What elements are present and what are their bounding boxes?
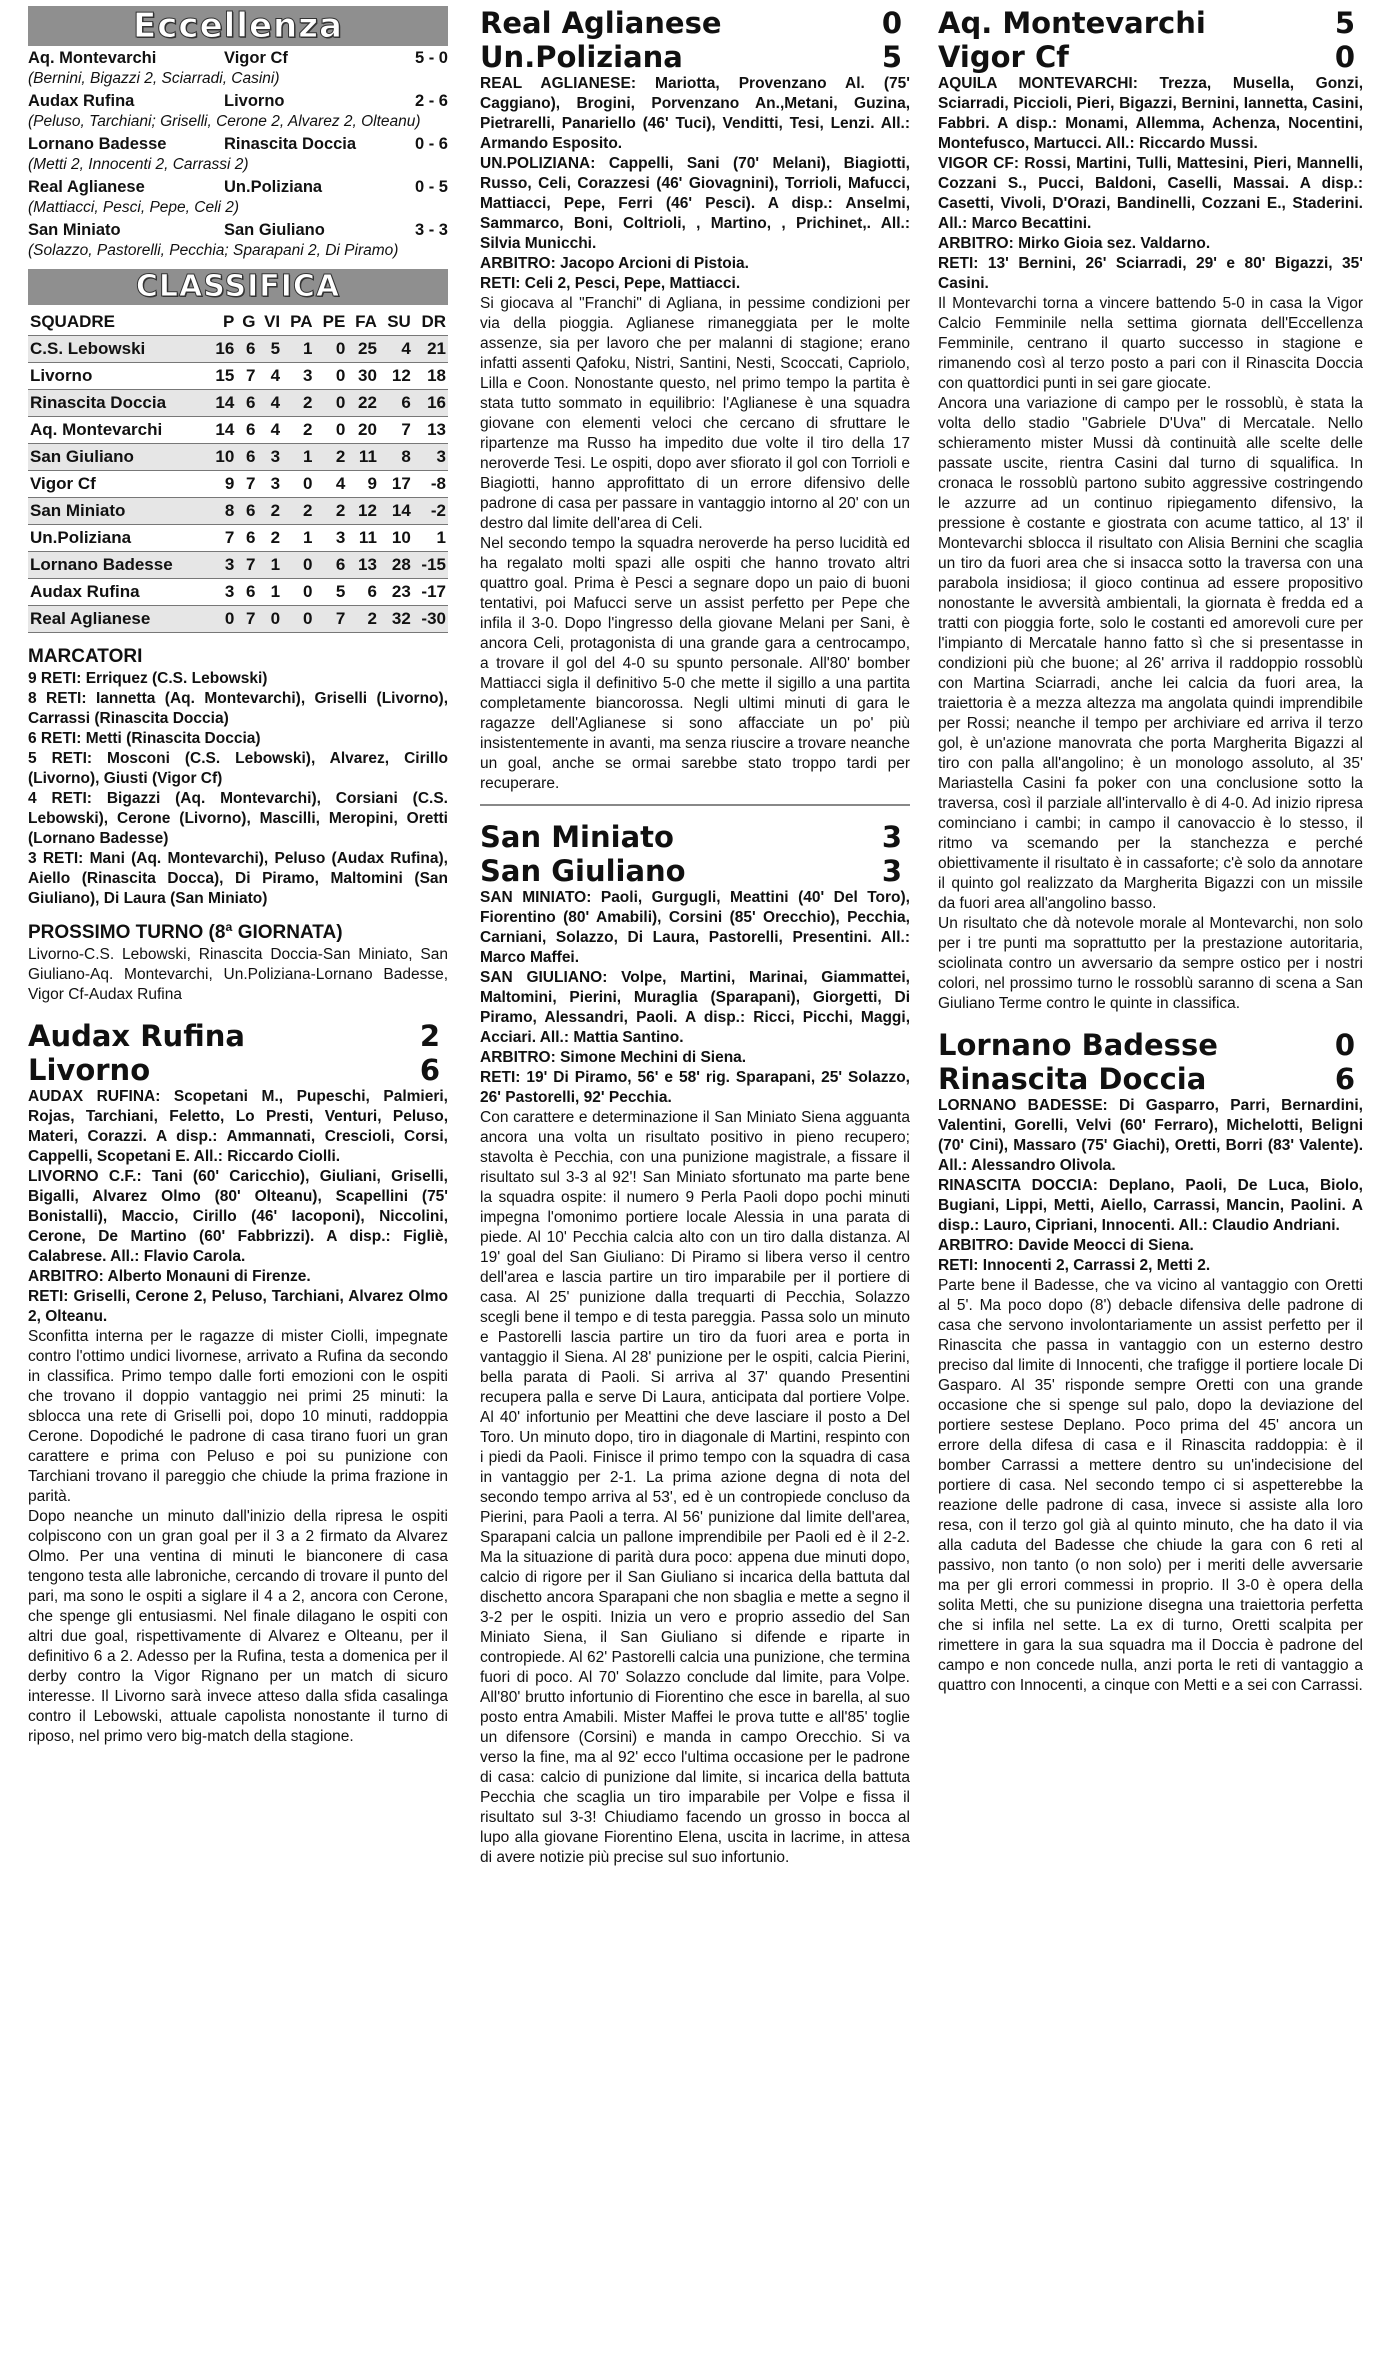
standings-cell: 0 bbox=[335, 366, 346, 385]
scorers-title: MARCATORI bbox=[28, 646, 143, 667]
standings-cell: 6 bbox=[246, 501, 256, 520]
standings-cell: 11 bbox=[358, 447, 377, 466]
result-away: Livorno bbox=[224, 92, 285, 110]
scorers-line: 8 RETI: Iannetta (Aq. Montevarchi), Griselli (Livorno), Carrassi (Rinascita Doccia) bbox=[28, 690, 448, 727]
match-report: Con carattere e determinazione il San Miniato Siena agguanta ancora una volta un risultato positivo in pieno recupero; stavolta è Pecchia, con una punizione magistrale, a fissare il risultato sul 3-3 al 92'! San Miniato sfortunato ma parte bene la squadra ospite: il numero 9 Perla Paoli dopo pochi minuti impegna l'omonimo portiere locale Alessia in una parata di piede. Al 10' Pecchia calcia alto con un tiro dalla distanza. Al 19' goal del San Giuliano: Di Piramo si libera verso il centro dell'area e lascia partire un tiro imparabile per il portiere di casa. Al 25' punizione dalla trequarti di Pecchia, Solazzo scegli bene il tempo e di testa pareggia. Passa solo un minuto e Pastorelli lascia partire un tiro da fuori area e porta in vantaggio il Siena. Al 28' punizione per le ospiti, calcia Pierini, bella parata di Paoli. Si arriva al 37' quando Presentini recupera palla e serve Di Laura, anticipata dal portiere Volpe. Al 40' infortunio per Meattini che deve lasciare il posto a Del Toro. Un minuto dopo, tiro in diagonale di Martini, respinto con i piedi da Paoli. Finisce il primo tempo con la squadra di casa in vantaggio per 2-1. La prima azione degna di nota del secondo tempo arriva al 53', ed è un contropiede concluso da Pierini, para Paoli a terra. Al 56' punizione dal limite dell'area, Sparapani calcia un pallone imprendibile per Paoli ed è il 2-2. Ma la situazione di parità dura poco: appena due minuti dopo, calcio di rigore per il San Giuliano si incarica della battuta dal dischetto ancora Sparapani che non sbaglia e mette a segno il 3-2 per le ospiti. Inizia un vero e proprio assedio del San Miniato Siena, il San Giuliano si difende e riparte in contropiede. Al 62' Pastorelli calcia una punizione, che termina fuori di poco. Al 70' Solazzo conclude dal limite, para Volpe. All'80' brutto infortunio di Fiorentino che esce in barella, al suo posto entra Amabili. Mister Maffei le prova tutte e all'85' toglie un difensore (Corsini) e manda in campo Orecchio. Si va verso la fine, ma al 92' ecco l'ultima occasione per le padrone di casa: calcio di punizione dal limite, si incarica della battuta Pecchia che scaglia un tiro imparabile per Volpe e fissa il risultato sul 3-3! Chiudiamo facendo un grosso in bocca al lupo alla giovane Fiorentino Elena, uscita in lacrime, in attesa di avere notizie più precise sul suo infortunio. bbox=[480, 1109, 910, 1866]
standings-cell: 8 bbox=[401, 447, 411, 466]
standings-cell: 10 bbox=[215, 447, 235, 466]
standings-cell: C.S. Lebowski bbox=[30, 339, 146, 358]
match-home-score: 3 bbox=[881, 820, 902, 854]
standings-cell: 22 bbox=[357, 393, 377, 412]
match-lineup: RETI: Celi 2, Pesci, Pepe, Mattiacci. bbox=[480, 275, 741, 292]
result-home: Real Aglianese bbox=[28, 178, 145, 196]
standings-cell: 30 bbox=[357, 366, 377, 385]
match-lineup: REAL AGLIANESE: Mariotta, Provenzano Al. (75' Caggiano), Brogini, Porvenzano An.,Metani, Guzina, Pietrarelli, Panariello (46' Tuci), Venditti, Tesi, Lenzi. All.: Armando Esposito. bbox=[480, 75, 910, 152]
standings-cell: Livorno bbox=[30, 366, 93, 385]
result-scorers: (Bernini, Bigazzi 2, Sciarradi, Casini) bbox=[28, 70, 280, 87]
standings-row bbox=[28, 552, 448, 579]
standings-cell: 4 bbox=[335, 474, 346, 493]
standings-row bbox=[28, 471, 448, 498]
result-score: 0 - 5 bbox=[414, 178, 448, 196]
result-row bbox=[28, 134, 448, 155]
standings-row bbox=[28, 444, 448, 471]
standings-cell: 4 bbox=[270, 420, 281, 439]
standings-cell: 5 bbox=[270, 339, 281, 358]
match-lineup: ARBITRO: Mirko Gioia sez. Valdarno. bbox=[938, 235, 1211, 252]
divider bbox=[480, 804, 910, 806]
standings-cell: 0 bbox=[270, 609, 281, 628]
match-away-score: 3 bbox=[881, 854, 902, 888]
standings-cell: 1 bbox=[270, 555, 281, 574]
match-article bbox=[28, 1019, 448, 1747]
match-lineup: ARBITRO: Davide Meocci di Siena. bbox=[938, 1237, 1194, 1254]
match-away-score: 6 bbox=[419, 1053, 440, 1087]
match-away-team: San Giuliano bbox=[480, 854, 686, 888]
standings-table bbox=[28, 309, 448, 633]
standings-cell: 0 bbox=[303, 609, 313, 628]
result-row bbox=[28, 177, 448, 198]
standings-cell: 12 bbox=[391, 366, 411, 385]
result-home: Audax Rufina bbox=[28, 92, 135, 110]
standings-cell: 9 bbox=[224, 474, 235, 493]
standings-col-header: G bbox=[242, 312, 256, 331]
result-row bbox=[28, 48, 448, 69]
standings-cell: Un.Poliziana bbox=[30, 528, 132, 547]
standings-cell: 7 bbox=[335, 609, 346, 628]
standings-cell: 6 bbox=[246, 447, 256, 466]
result-score: 2 - 6 bbox=[414, 92, 448, 110]
match-lineup: SAN GIULIANO: Volpe, Martini, Marinai, Giammattei, Maltomini, Pierini, Muraglia (Sparapani), Giorgetti, Di Piramo, Alessandri, Paoli. A disp.: Ricci, Picchi, Maggi, Acciari. All.: Mattia Santino. bbox=[480, 969, 910, 1046]
standings-row bbox=[28, 579, 448, 606]
standings-cell: Real Aglianese bbox=[30, 609, 151, 628]
standings-cell: 7 bbox=[246, 555, 256, 574]
standings-banner: CLASSIFICA bbox=[28, 269, 448, 305]
standings-cell: Lornano Badesse bbox=[30, 555, 173, 574]
standings-cell: 13 bbox=[357, 555, 377, 574]
standings-cell: 15 bbox=[215, 366, 235, 385]
result-row bbox=[28, 91, 448, 112]
match-lineup: LIVORNO C.F.: Tani (60' Caricchio), Giuliani, Griselli, Bigalli, Alvarez Olmo (80' Olteanu), Scapellini (75' Bonistalli), Maccio, Cirillo (46' Iacoponi), Niccolini, Cerone, De Martino (60' Fabbrizzi). A disp.: Figliè, Calabrese. All.: Flavio Carola. bbox=[28, 1168, 448, 1265]
standings-cell: -15 bbox=[421, 555, 446, 574]
match-home-team: Audax Rufina bbox=[28, 1019, 245, 1053]
standings-cell: 0 bbox=[335, 393, 346, 412]
standings-cell: -8 bbox=[430, 474, 446, 493]
standings-cell: 1 bbox=[303, 339, 313, 358]
match-away-row bbox=[28, 1053, 448, 1087]
standings-row bbox=[28, 390, 448, 417]
match-report: Dopo neanche un minuto dall'inizio della ripresa le ospiti colpiscono con un gran goal per il 3 a 2 firmato da Alvarez Olmo. Per una ventina di minuti le bianconere di casa tengono testa alle labroniche, cercando di trovare il punto del pari, ma sono le ospiti a siglare il 4 a 2, ancora con Cerone, che spenge gli entusiasmi. Nel finale dilagano le ospiti con altri due goal, rispettivamente di Alvarez e Olteanu, per il definitivo 6 a 2. Adesso per la Rufina, testa a domenica per il derby contro la Vigor Rignano per un match di sicuro interesse. Il Livorno sarà invece atteso dalla sfida casalinga contro il Lebowski, attuale capolista nonostante il turno di riposo, nel primo vero big-match della stagione. bbox=[28, 1508, 448, 1745]
result-away: Vigor Cf bbox=[224, 49, 288, 67]
standings-cell: 6 bbox=[246, 528, 256, 547]
standings-cell: 2 bbox=[335, 501, 346, 520]
match-home-score: 2 bbox=[419, 1019, 440, 1053]
standings-cell: 3 bbox=[303, 366, 313, 385]
standings-cell: 12 bbox=[357, 501, 377, 520]
match-away-team: Vigor Cf bbox=[938, 40, 1069, 74]
league-banner: Eccellenza bbox=[28, 6, 448, 46]
match-article bbox=[480, 6, 910, 794]
match-away-team: Rinascita Doccia bbox=[938, 1062, 1207, 1096]
standings-cell: 17 bbox=[391, 474, 411, 493]
match-report: Il Montevarchi torna a vincere battendo 5-0 in casa la Vigor Calcio Femminile nella settima giornata dell'Eccellenza Femminile, centrano il quarto successo in stagione e rimanendo così al terzo posto a pari con il Rinascita Doccia con quattordici punti in sei gare giocate. bbox=[938, 295, 1363, 392]
match-lineup: AUDAX RUFINA: Scopetani M., Pupeschi, Palmieri, Rojas, Tarchiani, Feletto, Lo Presti, Venturi, Peluso, Materi, Corazzi. A disp.: Ammannati, Crescioli, Corsi, Cappelli, Scopetani E. All.: Riccardo Ciolli. bbox=[28, 1088, 448, 1165]
standings-cell: 4 bbox=[270, 366, 281, 385]
result-score: 5 - 0 bbox=[414, 49, 448, 67]
standings-cell: 4 bbox=[401, 339, 411, 358]
standings-cell: 6 bbox=[246, 420, 256, 439]
match-lineup: RETI: 19' Di Piramo, 56' e 58' rig. Sparapani, 25' Solazzo, 26' Pastorelli, 92' Pecchia. bbox=[480, 1069, 910, 1106]
match-home-team: Aq. Montevarchi bbox=[938, 6, 1206, 40]
standings-cell: 14 bbox=[391, 501, 411, 520]
match-lineup: ARBITRO: Simone Mechini di Siena. bbox=[480, 1049, 747, 1066]
scorers-line: 3 RETI: Mani (Aq. Montevarchi), Peluso (Audax Rufina), Aiello (Rinascita Docca), Di Piramo, Maltomini (San Giuliano), Di Laura (San Miniato) bbox=[28, 850, 448, 907]
match-away-team: Un.Poliziana bbox=[480, 40, 683, 74]
standings-cell: 16 bbox=[215, 339, 235, 358]
result-score: 3 - 3 bbox=[414, 221, 448, 239]
standings-cell: 16 bbox=[427, 393, 446, 412]
next-round-title: PROSSIMO TURNO (8ª GIORNATA) bbox=[28, 922, 343, 943]
standings-cell: 23 bbox=[391, 582, 411, 601]
standings-cell: 14 bbox=[215, 420, 235, 439]
match-report: Ancora una variazione di campo per le rossoblù, è stata la volta dello stadio "Gabriele D'Uva" di Mercatale. Nello schieramento mister Mussi dà continuità alle scelte delle passate uscite, rientra Casini dal turno di squalifica. In cronaca le rossoblù partono subito aggressive costringendo le azzurre ad un continuo ripiegamento difensivo, la pressione è costante e giostrata con acume tattico, al 13' il Montevarchi sblocca il risultato con Alisia Bernini che scaglia un tiro da fuori area che si insacca sotto la traversa con una parabola insidiosa; il gioco continua ad essere propositivo nonostante le avversità ambientali, la giornata è fredda ed a tratti con pioggia forte, solo le costanti ed amorevoli cure per l'impianto di Mercatale hanno fatto sì che si presentasse in condizioni più che buone; al 26' arriva il raddoppio rossoblù con Martina Sciarradi, anche lei calcia da fuori area, la traiettoria è a mezza altezza ma angolata quindi imprendibile per Rossi; neanche il tempo per archiviare ed arriva il terzo gol, è un'azione manovrata che porta Margherita Bigazzi al tiro con palla all'angolino; è un monologo assoluto, al 35' Mariastella Casini fa poker con una conclusione sotto la traversa, così il parziale all'intervallo è di 4-0. Ad inizio ripresa cominciano i cambi; in campo il canovaccio è lo stesso, il ritmo va scemando per la stanchezza e perché obiettivamente il risultato è in cassaforte; c'è solo da annotare il quinto gol realizzato da Margherita Bigazzi con un missile da fuori area all'angolino basso. bbox=[938, 395, 1363, 912]
match-lineup: ARBITRO: Jacopo Arcioni di Pistoia. bbox=[480, 255, 749, 272]
match-lineup: AQUILA MONTEVARCHI: Trezza, Musella, Gonzi, Sciarradi, Piccioli, Pieri, Bigazzi, Bernini, Iannetta, Casini, Fabbri. A disp.: Monami, Allemma, Achenza, Nocentini, Montefusco, Martucci. All.: Riccardo Mussi. bbox=[938, 75, 1363, 152]
match-article bbox=[480, 820, 910, 1868]
match-lineup: LORNANO BADESSE: Di Gasparro, Parri, Bernardini, Valentini, Gorelli, Velvi (60' Ferraro), Michelotti, Beligni (70' Cini), Massaro (75' Giachi), Oretti, Borri (83' Valente). All.: Alessandro Olivola. bbox=[938, 1097, 1363, 1174]
match-home-score: 0 bbox=[881, 6, 902, 40]
standings-cell: 6 bbox=[246, 393, 256, 412]
result-away: Rinascita Doccia bbox=[224, 135, 357, 153]
match-away-score: 0 bbox=[1334, 40, 1355, 74]
standings-cell: 32 bbox=[391, 609, 411, 628]
standings-header bbox=[28, 309, 448, 336]
standings-cell: 20 bbox=[357, 420, 377, 439]
standings-cell: 1 bbox=[303, 447, 313, 466]
result-away: Un.Poliziana bbox=[224, 178, 323, 196]
match-home-row bbox=[28, 1019, 448, 1053]
match-away-row bbox=[938, 1062, 1363, 1096]
standings-cell: 7 bbox=[246, 474, 256, 493]
match-lineup: UN.POLIZIANA: Cappelli, Sani (70' Melani), Biagiotti, Russo, Celi, Corazzesi (46' Giovagnini), Torrioli, Mafucci, Mattiacci, Pepe, Ferri (46' Pesci). A disp.: Anselmi, Sammarco, Boni, Coltrioli, , Martino, , Prichinet,. All.: Silvia Municchi. bbox=[480, 155, 910, 252]
standings-cell: 4 bbox=[270, 393, 281, 412]
standings-cell: 6 bbox=[367, 582, 377, 601]
standings-cell: 3 bbox=[270, 447, 281, 466]
standings-cell: 0 bbox=[303, 474, 313, 493]
standings-cell: 11 bbox=[358, 528, 377, 547]
standings-cell: 2 bbox=[270, 528, 281, 547]
match-away-score: 6 bbox=[1334, 1062, 1355, 1096]
standings-cell: -2 bbox=[430, 501, 446, 520]
standings-col-header: PE bbox=[322, 312, 346, 331]
standings-cell: 7 bbox=[224, 528, 235, 547]
match-away-row bbox=[480, 854, 910, 888]
standings-cell: 18 bbox=[427, 366, 446, 385]
result-scorers: (Mattiacci, Pesci, Pepe, Celi 2) bbox=[28, 199, 240, 216]
result-scorers: (Peluso, Tarchiani; Griselli, Cerone 2, Alvarez 2, Olteanu) bbox=[28, 113, 421, 130]
next-round-text: Livorno-C.S. Lebowski, Rinascita Doccia-San Miniato, San Giuliano-Aq. Montevarchi, Un.Poliziana-Lornano Badesse, Vigor Cf-Audax Rufina bbox=[28, 946, 448, 1003]
match-lineup: VIGOR CF: Rossi, Martini, Tulli, Mattesini, Pieri, Mannelli, Cozzani S., Pucci, Baldoni, Caselli, Massai. A disp.: Casetti, Vivoli, D'Orazi, Bandinelli, Cozzani E., Staderini. All.: Marco Becattini. bbox=[938, 155, 1363, 232]
standings-cell: 6 bbox=[335, 555, 346, 574]
match-home-row bbox=[480, 6, 910, 40]
result-home: Lornano Badesse bbox=[28, 135, 167, 153]
match-lineup: SAN MINIATO: Paoli, Gurgugli, Meattini (40' Del Toro), Fiorentino (80' Amabili), Corsini (85' Orecchio), Pecchia, Carniani, Solazzo, Di Laura, Pastorelli, Presentini. All.: Marco Maffei. bbox=[480, 889, 910, 966]
match-report: Un risultato che dà notevole morale al Montevarchi, non solo per i tre punti ma soprattutto per la prestazione autoritaria, sciolinata contro un avversario da sempre ostico per i nostri colori, nel prossimo turno le rossoblù saranno di scena a San Giuliano Terme contro le quinte in classifica. bbox=[938, 915, 1363, 1012]
match-lineup: ARBITRO: Alberto Monauni di Firenze. bbox=[28, 1268, 311, 1285]
scorers-line: 9 RETI: Erriquez (C.S. Lebowski) bbox=[28, 670, 268, 687]
standings-cell: -17 bbox=[421, 582, 446, 601]
scorers-line: 6 RETI: Metti (Rinascita Doccia) bbox=[28, 730, 261, 747]
standings-cell: 21 bbox=[427, 339, 446, 358]
standings-col-header: VI bbox=[264, 312, 281, 331]
standings-cell: 6 bbox=[401, 393, 411, 412]
match-away-row bbox=[480, 40, 910, 74]
match-report: Si giocava al "Franchi" di Agliana, in pessime condizioni per via della pioggia. Aglianese rimaneggiata per le molte assenze, sia per lavoro che per malanni di stagione; erano infatti assenti Qafoku, Nistri, Santini, Nesti, Scoccati, Capriolo, Lilla e Coon. Nonostante questo, nel primo tempo la partita è stata tutto sommato in equilibrio: l'Aglianese è una squadra giovane con elementi veloci che cercano di sfruttare le ripartenze ma Russo ha impedito due volte il tiro della 17 neroverde Tesi. Le ospiti, dopo aver sfiorato il gol con Torrioli e Biagiotti, hanno approfittato di un errore difensivo delle padrone di casa per passare in vantaggio intorno al 20' con un destro dal limite dell'area di Celi. bbox=[480, 295, 910, 532]
standings-cell: 7 bbox=[246, 609, 256, 628]
match-lineup: RETI: Innocenti 2, Carrassi 2, Metti 2. bbox=[938, 1257, 1211, 1274]
standings-cell: 2 bbox=[303, 501, 313, 520]
column-right bbox=[938, 6, 1363, 1696]
standings-cell: 1 bbox=[270, 582, 281, 601]
match-home-row bbox=[480, 820, 910, 854]
standings-cell: 25 bbox=[357, 339, 377, 358]
scorers-line: 4 RETI: Bigazzi (Aq. Montevarchi), Corsiani (C.S. Lebowski), Cerone (Livorno), Mascilli, Meropini, Oretti (Lornano Badesse) bbox=[28, 790, 448, 847]
standings-row bbox=[28, 363, 448, 390]
standings-cell: 7 bbox=[401, 420, 411, 439]
standings-cell: 0 bbox=[335, 339, 346, 358]
standings-cell: 3 bbox=[436, 447, 446, 466]
match-home-team: Lornano Badesse bbox=[938, 1028, 1218, 1062]
match-article bbox=[938, 1028, 1363, 1696]
match-home-row bbox=[938, 1028, 1363, 1062]
match-report: Parte bene il Badesse, che va vicino al vantaggio con Oretti al 5'. Ma poco dopo (8') debacle difensiva delle padrone di casa che servono involontariamente un assist perfetto per il Rinascita che passa in vantaggio con un esterno destro preciso dal limite di Innocenti, che trafigge il portiere locale Di Gasparo. Al 35' risponde sempre Oretti con una grande occasione che si spenge sul palo, dopo la deviazione del portiere sestese Deplano. Poco prima del 45' ancora un errore della difesa di casa e il Rinascita raddoppia: è il bomber Carrassi a mettere dentro su un'indecisione del portiere di casa. Nel secondo tempo ci si aspetterebbe la reazione delle padrone di casa, invece si assiste alla loro resa, con il terzo gol già al quinto minuto, che ha dato il via alla caduta del Badesse che chiude la gara con 6 reti al passivo, non tanto (o non solo) per i meriti delle avversarie ma per gli errori commessi in proprio. Il 3-0 è opera della solita Metti, che su punizione disegna una traiettoria perfetta che si infila nel sette. La ex di turno, Oretti scalpita per rimettere in gara la sua squadra ma il Doccia è padrone del campo e non concede nulla, anzi porta le reti di vantaggio a quattro con Innocenti, a cinque con Metti e a sei con Carrassi. bbox=[938, 1277, 1363, 1694]
match-away-row bbox=[938, 40, 1363, 74]
standings-cell: 3 bbox=[224, 582, 235, 601]
standings-cell: 2 bbox=[367, 609, 377, 628]
standings-cell: 2 bbox=[335, 447, 346, 466]
scorers-line: 5 RETI: Mosconi (C.S. Lebowski), Alvarez, Cirillo (Livorno), Giusti (Vigor Cf) bbox=[28, 750, 448, 787]
result-away: San Giuliano bbox=[224, 221, 325, 239]
result-score: 0 - 6 bbox=[414, 135, 448, 153]
standings-col-header: SQUADRE bbox=[30, 312, 116, 331]
standings-cell: 0 bbox=[335, 420, 346, 439]
standings-cell: 0 bbox=[224, 609, 235, 628]
match-home-score: 5 bbox=[1334, 6, 1355, 40]
standings-col-header: FA bbox=[355, 312, 377, 331]
standings-row bbox=[28, 606, 448, 633]
match-away-score: 5 bbox=[881, 40, 902, 74]
column-left bbox=[28, 6, 448, 1747]
result-home: San Miniato bbox=[28, 221, 121, 239]
match-home-score: 0 bbox=[1334, 1028, 1355, 1062]
standings-cell: 2 bbox=[270, 501, 281, 520]
match-report: Nel secondo tempo la squadra neroverde ha perso lucidità ed ha regalato molti spazi alle ospiti che hanno trovato altri quattro goal. Prima è Pesci a segnare dopo un paio di buoni tentativi, poi Mafucci serve un assist perfetto per Pepe che infila il 3-0. Dopo l'ingresso della giovane Melani per Sani, è ancora Celi, protagonista di una grande gara a centrocampo, a trovare il gol del 4-0 su spunto personale. All'80' bomber Mattiacci sigla il definitivo 5-0 che mette il sigillo a una partita completamente biancorossa. Negli ultimi minuti di gara le ragazze dell'Aglianese si sono affacciate un po' più insistentemente in avanti, ma senza riuscire a trovare neanche un goal, anche se ormai sarebbe stato troppo tardi per recuperare. bbox=[480, 535, 910, 792]
result-scorers: (Solazzo, Pastorelli, Pecchia; Sparapani 2, Di Piramo) bbox=[28, 242, 399, 259]
standings-cell: 13 bbox=[427, 420, 446, 439]
standings-cell: 28 bbox=[391, 555, 411, 574]
standings-cell: 6 bbox=[246, 339, 256, 358]
standings-cell: 14 bbox=[215, 393, 235, 412]
standings-cell: San Giuliano bbox=[30, 447, 134, 466]
result-scorers: (Metti 2, Innocenti 2, Carrassi 2) bbox=[28, 156, 249, 173]
standings-cell: San Miniato bbox=[30, 501, 126, 520]
standings-cell: 5 bbox=[335, 582, 346, 601]
standings-cell: 6 bbox=[246, 582, 256, 601]
standings-cell: 1 bbox=[303, 528, 313, 547]
match-report: Sconfitta interna per le ragazze di mister Ciolli, impegnate contro l'ottimo undici livornese, arrivato a Rufina da secondo in classifica. Primo tempo dalle forti emozioni con le ospiti che trovano il doppio vantaggio nei primi 25 minuti: la sblocca una rete di Griselli poi, dopo 10 minuti, raddoppia Cerone. Dopodiché le padrone di casa tirano fuori un gran carattere e prima con Peluso e poi su punizione con Tarchiani trovano il pareggio che chiude la prima frazione in parità. bbox=[28, 1328, 448, 1505]
match-article bbox=[938, 6, 1363, 1014]
standings-col-header: DR bbox=[421, 312, 446, 331]
standings-row bbox=[28, 336, 448, 363]
standings-cell: 3 bbox=[335, 528, 346, 547]
standings-cell: Aq. Montevarchi bbox=[30, 420, 163, 439]
scorers-list bbox=[28, 669, 448, 909]
match-lineup: RINASCITA DOCCIA: Deplano, Paoli, De Luca, Biolo, Bugiani, Lippi, Metti, Aiello, Carrassi, Mancin, Paolini. A disp.: Lauro, Cipriani, Innocenti. All.: Claudio Andriani. bbox=[938, 1177, 1363, 1234]
match-home-row bbox=[938, 6, 1363, 40]
standings-row bbox=[28, 525, 448, 552]
results-list bbox=[28, 48, 448, 261]
result-home: Aq. Montevarchi bbox=[28, 49, 157, 67]
standings-cell: 0 bbox=[303, 555, 313, 574]
column-middle bbox=[480, 6, 910, 1868]
standings-col-header: P bbox=[222, 312, 235, 331]
standings-col-header: PA bbox=[290, 312, 313, 331]
result-row bbox=[28, 220, 448, 241]
standings-row bbox=[28, 417, 448, 444]
standings-cell: 0 bbox=[303, 582, 313, 601]
standings-cell: 8 bbox=[224, 501, 235, 520]
standings-cell: Audax Rufina bbox=[30, 582, 140, 601]
standings-cell: 9 bbox=[367, 474, 377, 493]
standings-cell: Rinascita Doccia bbox=[30, 393, 167, 412]
standings-cell: 3 bbox=[224, 555, 235, 574]
match-away-team: Livorno bbox=[28, 1053, 151, 1087]
standings-cell: 3 bbox=[270, 474, 281, 493]
standings-cell: 7 bbox=[246, 366, 256, 385]
match-lineup: RETI: Griselli, Cerone 2, Peluso, Tarchiani, Alvarez Olmo 2, Olteanu. bbox=[28, 1288, 448, 1325]
standings-col-header: SU bbox=[387, 312, 411, 331]
standings-row bbox=[28, 498, 448, 525]
match-home-team: Real Aglianese bbox=[480, 6, 722, 40]
match-lineup: RETI: 13' Bernini, 26' Sciarradi, 29' e 80' Bigazzi, 35' Casini. bbox=[938, 255, 1363, 292]
standings-cell: 2 bbox=[303, 393, 313, 412]
standings-cell: -30 bbox=[421, 609, 446, 628]
standings-cell: 10 bbox=[391, 528, 411, 547]
standings-cell: Vigor Cf bbox=[30, 474, 96, 493]
standings-cell: 2 bbox=[303, 420, 313, 439]
standings-cell: 1 bbox=[436, 528, 446, 547]
match-home-team: San Miniato bbox=[480, 820, 674, 854]
